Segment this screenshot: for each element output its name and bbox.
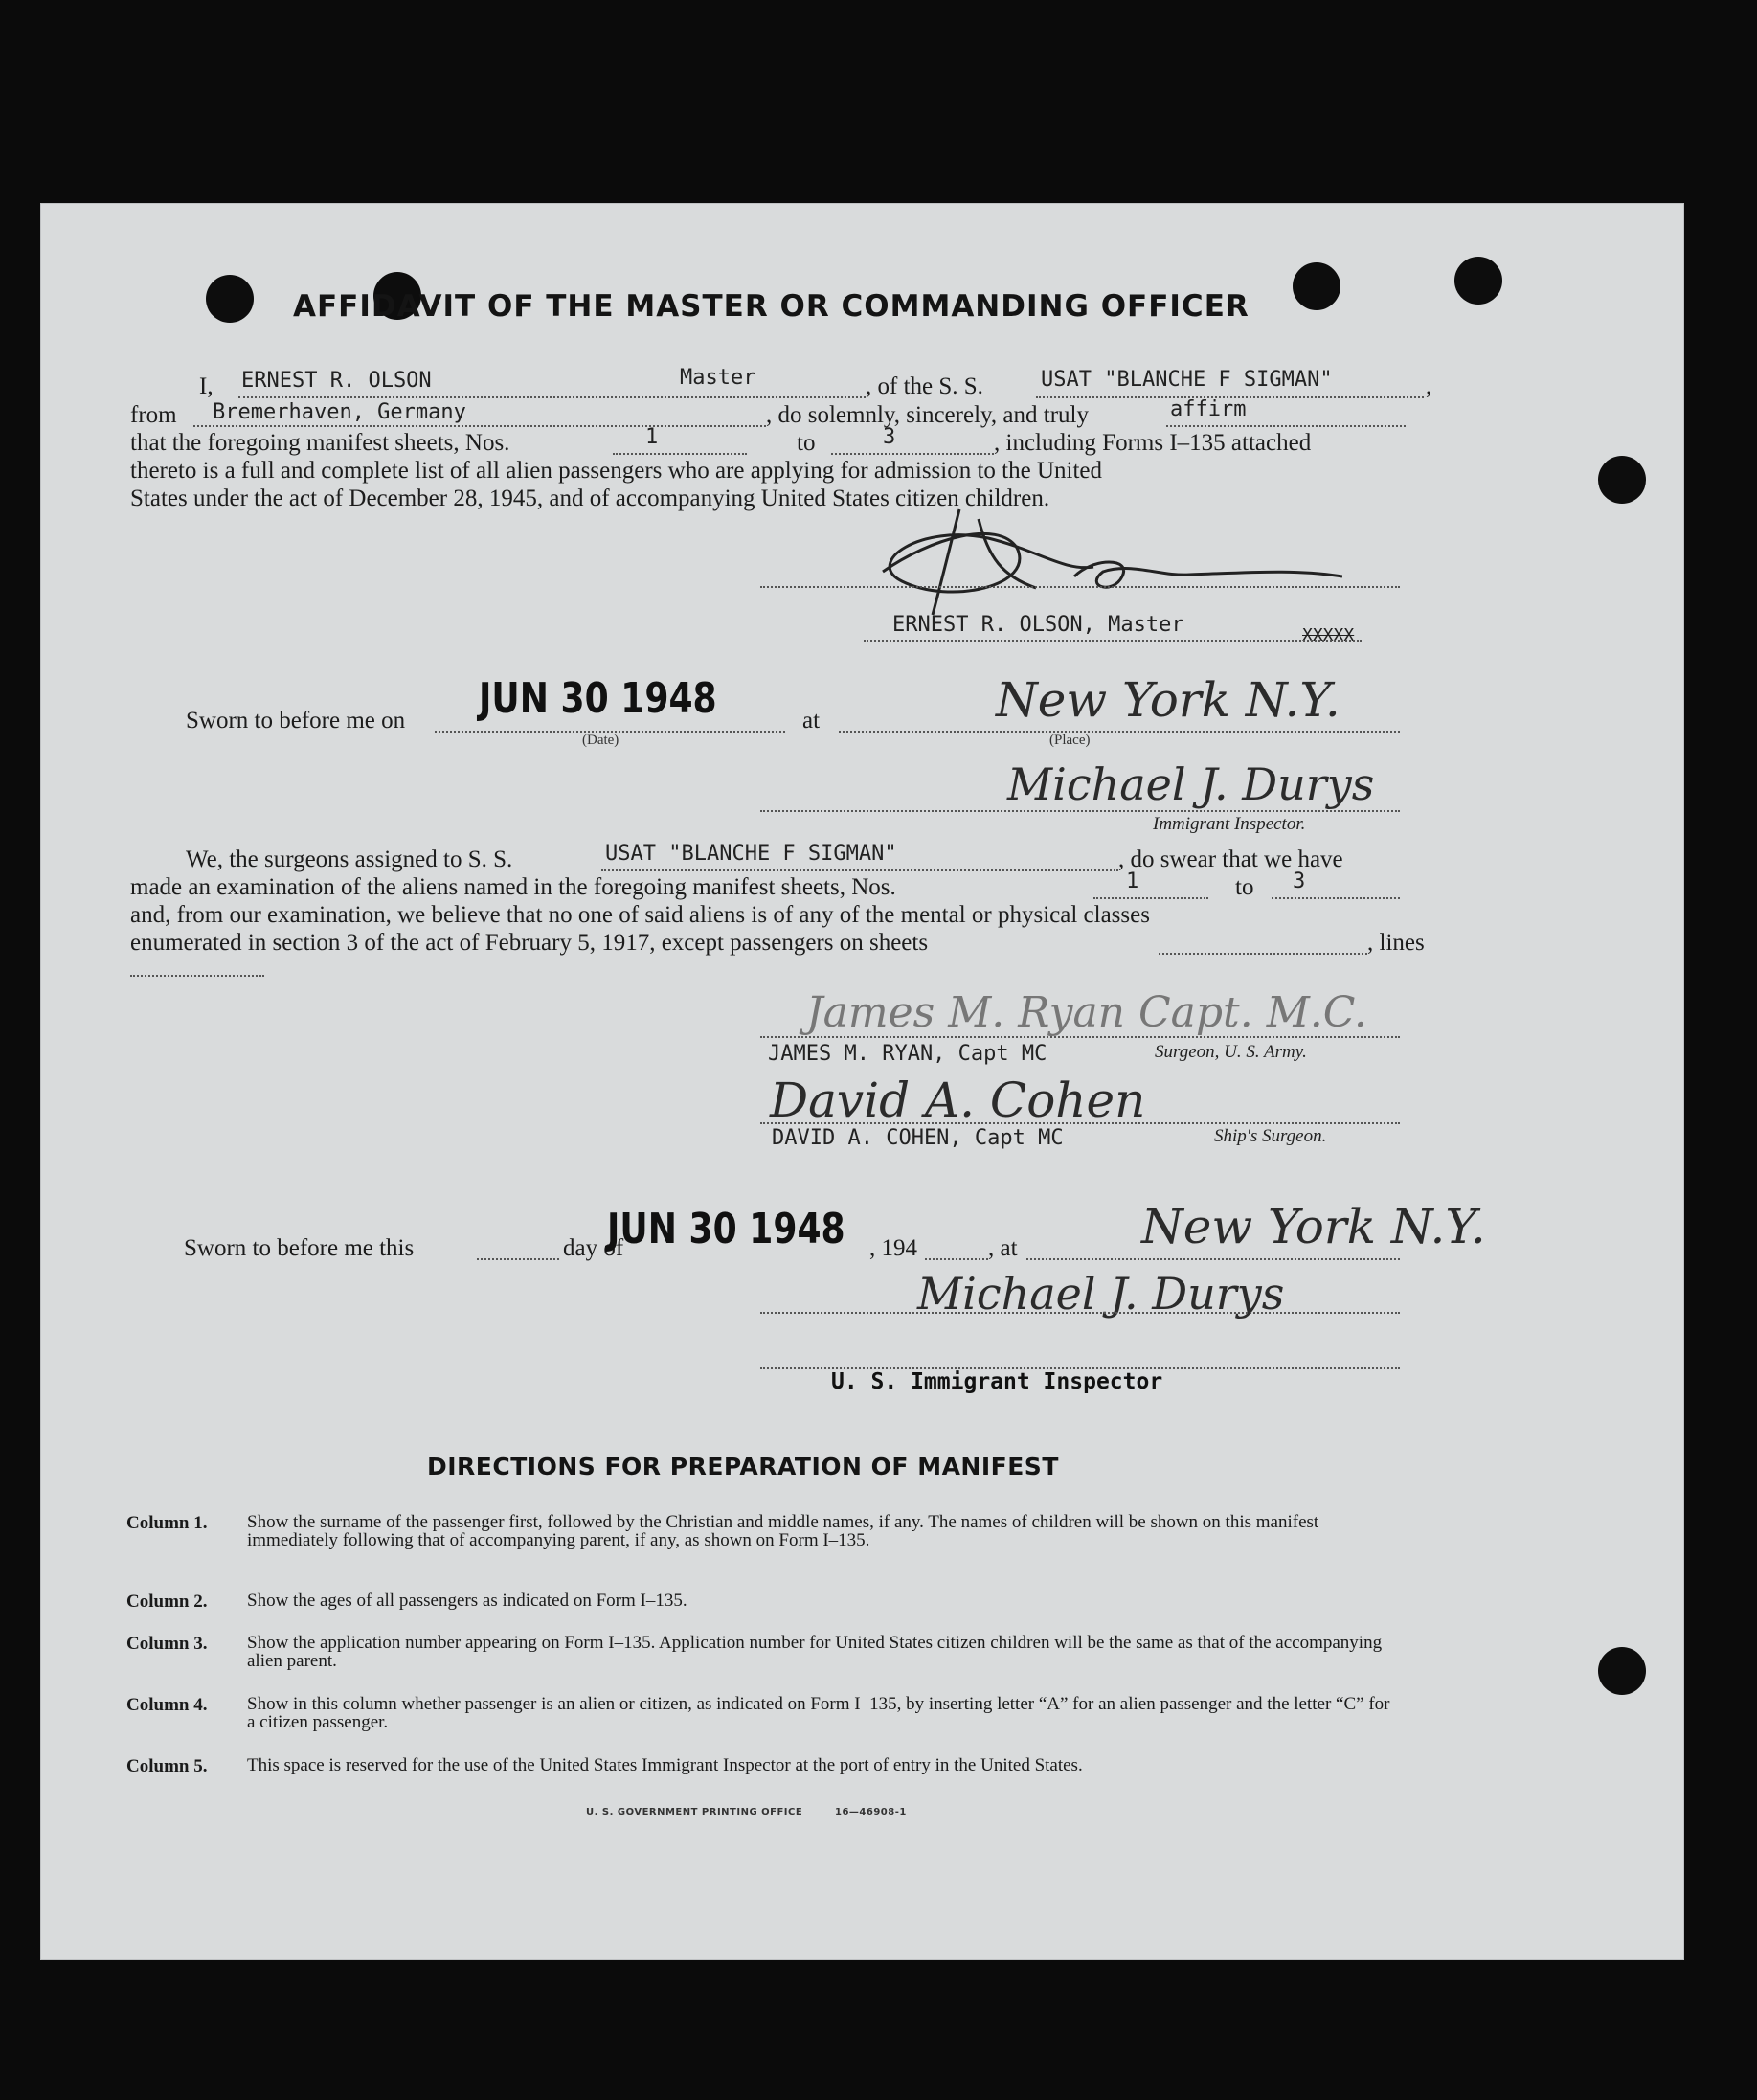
comma: , <box>1426 373 1432 399</box>
column-3-text: Show the application number appearing on Form I–135. Application number for United States citizen children will be the same as that of the accompanying alien parent. <box>247 1633 1383 1671</box>
surgeons-line2: made an examination of the aliens named in the foregoing manifest sheets, Nos. <box>130 874 896 900</box>
surgeons-line1-b: , do swear that we have <box>1118 847 1343 872</box>
master-signature <box>845 481 1342 624</box>
sworn-label: Sworn to before me on <box>186 708 406 734</box>
punch-hole <box>1598 456 1646 504</box>
surgeons-nos-from: 1 <box>1126 869 1139 893</box>
sworn2-label: Sworn to before me this <box>184 1235 415 1261</box>
master-signature-line <box>760 586 1400 588</box>
surgeon2-signature: David A. Cohen <box>770 1073 1146 1128</box>
surgeons-to-label: to <box>1235 874 1254 900</box>
column-4-label: Column 4. <box>126 1695 208 1715</box>
column-2-text: Show the ages of all passengers as indicated on Form I–135. <box>247 1591 687 1611</box>
affidavit-line5: States under the act of December 28, 1945, and of accompanying United States citizen children. <box>130 485 1050 511</box>
column-2-label: Column 2. <box>126 1592 208 1612</box>
master-signature-name: ERNEST R. OLSON, Master <box>892 613 1184 637</box>
year-line <box>925 1258 988 1260</box>
oath-word: affirm <box>1170 397 1247 421</box>
year-prefix: , 194 <box>869 1235 917 1261</box>
sworn2-at-label: , at <box>988 1235 1018 1261</box>
form-number: 16—46908-1 <box>835 1807 907 1818</box>
surgeons-line3: and, from our examination, we believe that no one of said aliens is of any of the mental or physical classes <box>130 902 1150 928</box>
from-line <box>193 425 766 427</box>
day-line <box>477 1258 559 1260</box>
master-name: ERNEST R. OLSON <box>241 369 432 393</box>
sworn2-date-stamp: JUN 30 1948 <box>607 1205 845 1253</box>
from-label: from <box>130 402 177 428</box>
from-place: Bremerhaven, Germany <box>213 400 466 424</box>
solemnly-text: , do solemnly, sincerely, and truly <box>766 402 1089 428</box>
surgeons-nos-from-line <box>1093 897 1208 899</box>
ship-name: USAT "BLANCHE F SIGMAN" <box>1041 368 1333 392</box>
column-5-label: Column 5. <box>126 1756 208 1776</box>
day-of-label: day of <box>563 1235 624 1261</box>
inspector2-line-a <box>760 1312 1400 1314</box>
surgeon1-signature: James M. Ryan Capt. M.C. <box>806 988 1367 1037</box>
inspector2-title: U. S. Immigrant Inspector <box>831 1369 1163 1394</box>
at-label: at <box>802 708 821 734</box>
surgeon2-line <box>760 1122 1400 1124</box>
surgeon1-title: Surgeon, U. S. Army. <box>1155 1042 1307 1062</box>
punch-hole <box>1598 1647 1646 1695</box>
place-line <box>839 731 1400 733</box>
nos-to-line <box>831 453 994 455</box>
inspector-line <box>760 810 1400 812</box>
of-the-ss-label: , of the S. S. <box>866 373 983 399</box>
sworn-place: New York N.Y. <box>996 672 1340 728</box>
surgeons-line1-a: We, the surgeons assigned to S. S. <box>186 847 513 872</box>
title-line <box>864 640 1362 642</box>
sheets-text: that the foregoing manifest sheets, Nos. <box>130 430 510 456</box>
surgeons-nos-to-line <box>1272 897 1400 899</box>
nos-from-line <box>613 453 747 455</box>
surgeon1-line <box>760 1036 1400 1038</box>
sheets-line <box>1159 953 1367 955</box>
column-1-label: Column 1. <box>126 1513 208 1533</box>
directions-title: DIRECTIONS FOR PREPARATION OF MANIFEST <box>427 1453 1059 1480</box>
struck-word: XXXXX <box>1302 625 1355 645</box>
column-4-text: Show in this column whether passenger is an alien or citizen, as indicated on Form I–135, by inserting letter “A” for an alien passenger and the letter “C” for a citizen passenger. <box>247 1694 1390 1732</box>
surgeons-ship-line <box>601 869 1118 871</box>
including-text: , including Forms I–135 attached <box>994 430 1312 456</box>
surgeon2-title: Ship's Surgeon. <box>1214 1126 1327 1146</box>
affidavit-line4: thereto is a full and complete list of all alien passengers who are applying for admission to the United <box>130 458 1103 484</box>
column-3-label: Column 3. <box>126 1634 208 1654</box>
punch-hole <box>1454 257 1502 305</box>
punch-hole <box>1293 262 1340 310</box>
oath-line <box>1166 425 1406 427</box>
inspector-signature: Michael J. Durys <box>1007 758 1375 810</box>
master-rank: Master <box>680 366 756 390</box>
lines-label: , lines <box>1367 930 1425 956</box>
punch-hole <box>206 275 254 323</box>
date-caption: (Date) <box>582 733 619 748</box>
place-caption: (Place) <box>1049 733 1091 748</box>
sworn2-place-line <box>1026 1258 1400 1260</box>
inspector2-signature: Michael J. Durys <box>917 1268 1285 1320</box>
nos-to: 3 <box>883 425 896 449</box>
name-line <box>238 396 866 398</box>
column-1-text: Show the surname of the passenger first, followed by the Christian and middle names, if any. The names of children will be shown on this manifest immediately following that of accompanying parent, if any, as shown on Form I–135. <box>247 1512 1319 1550</box>
surgeon1-name: JAMES M. RYAN, Capt MC <box>768 1042 1047 1066</box>
sworn2-place: New York N.Y. <box>1141 1199 1486 1254</box>
surgeon2-name: DAVID A. COHEN, Capt MC <box>772 1126 1064 1150</box>
nos-from: 1 <box>645 425 659 449</box>
to-label: to <box>797 430 816 456</box>
form-page <box>40 203 1684 1960</box>
gpo-line: U. S. GOVERNMENT PRINTING OFFICE <box>586 1807 803 1818</box>
lines-continuation <box>130 975 264 977</box>
i-label: I, <box>199 373 214 399</box>
surgeons-line4: enumerated in section 3 of the act of February 5, 1917, except passengers on sheets <box>130 930 929 956</box>
inspector-title: Immigrant Inspector. <box>1153 814 1306 834</box>
sworn-date-stamp: JUN 30 1948 <box>479 674 717 723</box>
column-5-text: This space is reserved for the use of the United States Immigrant Inspector at the port of entry in the United States. <box>247 1755 1083 1775</box>
surgeons-nos-to: 3 <box>1293 869 1306 893</box>
surgeons-ship: USAT "BLANCHE F SIGMAN" <box>605 842 897 866</box>
affidavit-title: AFFIDAVIT OF THE MASTER OR COMMANDING OFFICER <box>293 289 1250 324</box>
